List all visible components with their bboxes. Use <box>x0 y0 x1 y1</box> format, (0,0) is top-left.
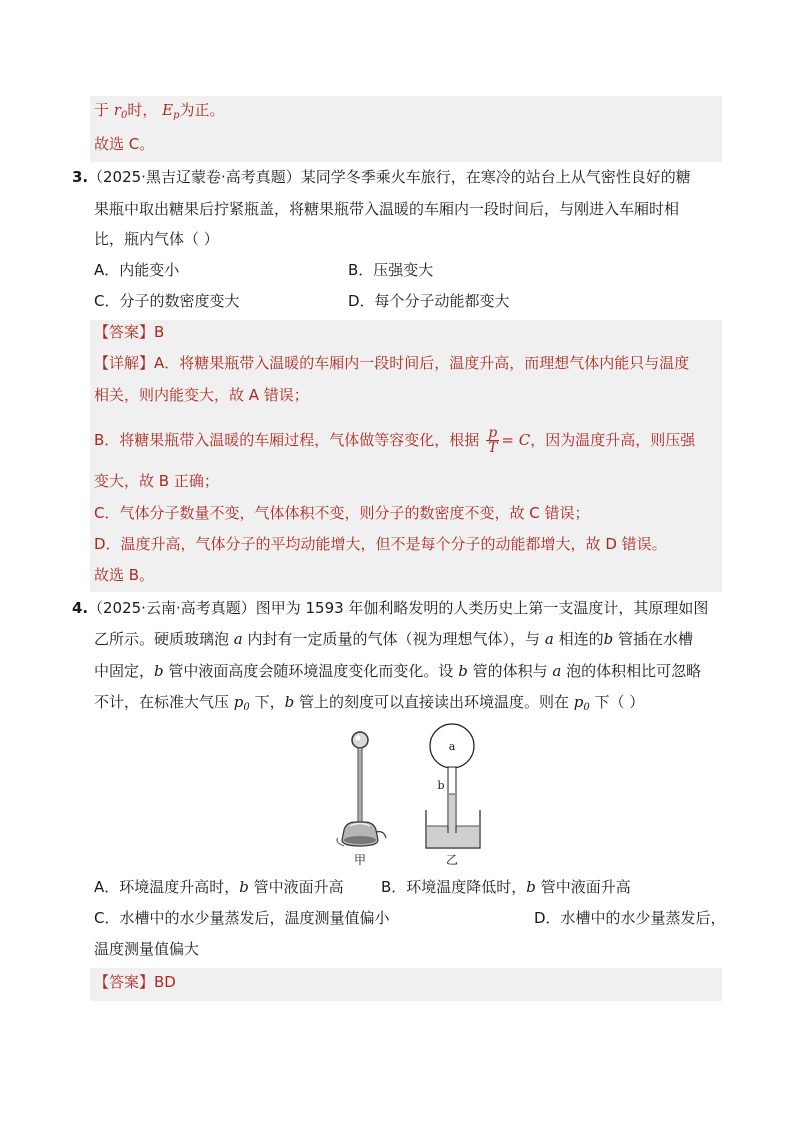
q4-stem-line-3: 中固定，b 管中液面高度会随环境温度变化而变化。设 b 管的体积与 a 泡的体积相比可忽略 <box>94 662 702 680</box>
q4-answer-shade <box>90 968 722 1001</box>
q4-option-d-line-2: 温度测量值偏大 <box>94 940 200 958</box>
ep-symbol: $E_p$ <box>162 101 180 121</box>
q4-option-a: A．环境温度升高时，b 管中液面升高 <box>94 878 344 896</box>
q3-detail-line-6: D．温度升高，气体分子的平均动能增大，但不是每个分子的动能都增大，故 D 错误。 <box>94 535 667 553</box>
q3-detail-line-7: 故选 B。 <box>94 566 155 584</box>
q4-stem-line-2: 乙所示。硬质玻璃泡 a 内封有一定质量的气体（视为理想气体），与 a 相连的b 管插在水槽 <box>94 630 693 648</box>
q3-detail-line-4: 变大，故 B 正确； <box>94 472 219 490</box>
q4-answer: 【答案】BD <box>94 973 176 991</box>
q4-stem-line-4: 不计，在标准大气压 $p_0$ 下，b 管上的刻度可以直接读出环境温度。则在 $p_0$ 下（ ） <box>94 693 645 713</box>
p-over-t-fraction: $\frac{p}{T}$ <box>488 425 498 456</box>
r0-symbol: $r_0$ <box>113 101 128 121</box>
q4-number: 4. <box>72 599 89 617</box>
q3-option-c: C．分子的数密度变大 <box>94 292 240 310</box>
q2-tail-line-2: 故选 C。 <box>94 135 155 153</box>
figure-jia-thermoscope <box>337 732 386 846</box>
q3-detail-line-1: 【详解】A．将糖果瓶带入温暖的车厢内一段时间后，温度升高，而理想气体内能只与温度 <box>94 354 690 372</box>
q3-option-b: B．压强变大 <box>348 261 434 279</box>
q3-option-d: D．每个分子动能都变大 <box>348 292 510 310</box>
q3-answer: 【答案】B <box>94 323 165 341</box>
q4-option-c: C．水槽中的水少量蒸发后，温度测量值偏小 <box>94 909 390 927</box>
q3-detail-line-2: 相关，则内能变大，故 A 错误； <box>94 386 309 404</box>
figure-label-a: a <box>448 740 456 753</box>
q3-stem-line-3: 比，瓶内气体（ ） <box>94 230 219 248</box>
figure-label-b: b <box>437 779 445 792</box>
q4-stem-line-1: （2025·云南·高考真题）图甲为 1593 年伽利略发明的人类历史上第一支温度计，其原理如图 <box>88 599 709 617</box>
q2-tail-line-1: 于 $r_0$时， $E_p$为正。 <box>94 101 225 121</box>
q3-detail-line-5: C．气体分子数量不变，气体体积不变，则分子的数密度不变，故 C 错误； <box>94 504 590 522</box>
q3-option-a: A．内能变小 <box>94 261 180 279</box>
q3-stem-line-2: 果瓶中取出糖果后拧紧瓶盖，将糖果瓶带入温暖的车厢内一段时间后，与刚进入车厢时相 <box>94 200 680 218</box>
thermometer-figure <box>320 722 500 870</box>
q4-option-b: B．环境温度降低时，b 管中液面升高 <box>381 878 631 896</box>
figure-label-yi: 乙 <box>445 853 459 867</box>
q4-option-d-line-1: D．水槽中的水少量蒸发后， <box>534 909 726 927</box>
figure-label-jia: 甲 <box>353 853 367 867</box>
q3-stem-line-1: （2025·黑吉辽蒙卷·高考真题）某同学冬季乘火车旅行，在寒冷的站台上从气密性良好的糖 <box>88 168 691 186</box>
q3-detail-line-3: B．将糖果瓶带入温暖的车厢过程，气体做等容变化，根据 $\frac{p}{T}$ = C，因为温度升高，则压强 <box>94 425 696 456</box>
q3-number: 3. <box>72 168 89 186</box>
